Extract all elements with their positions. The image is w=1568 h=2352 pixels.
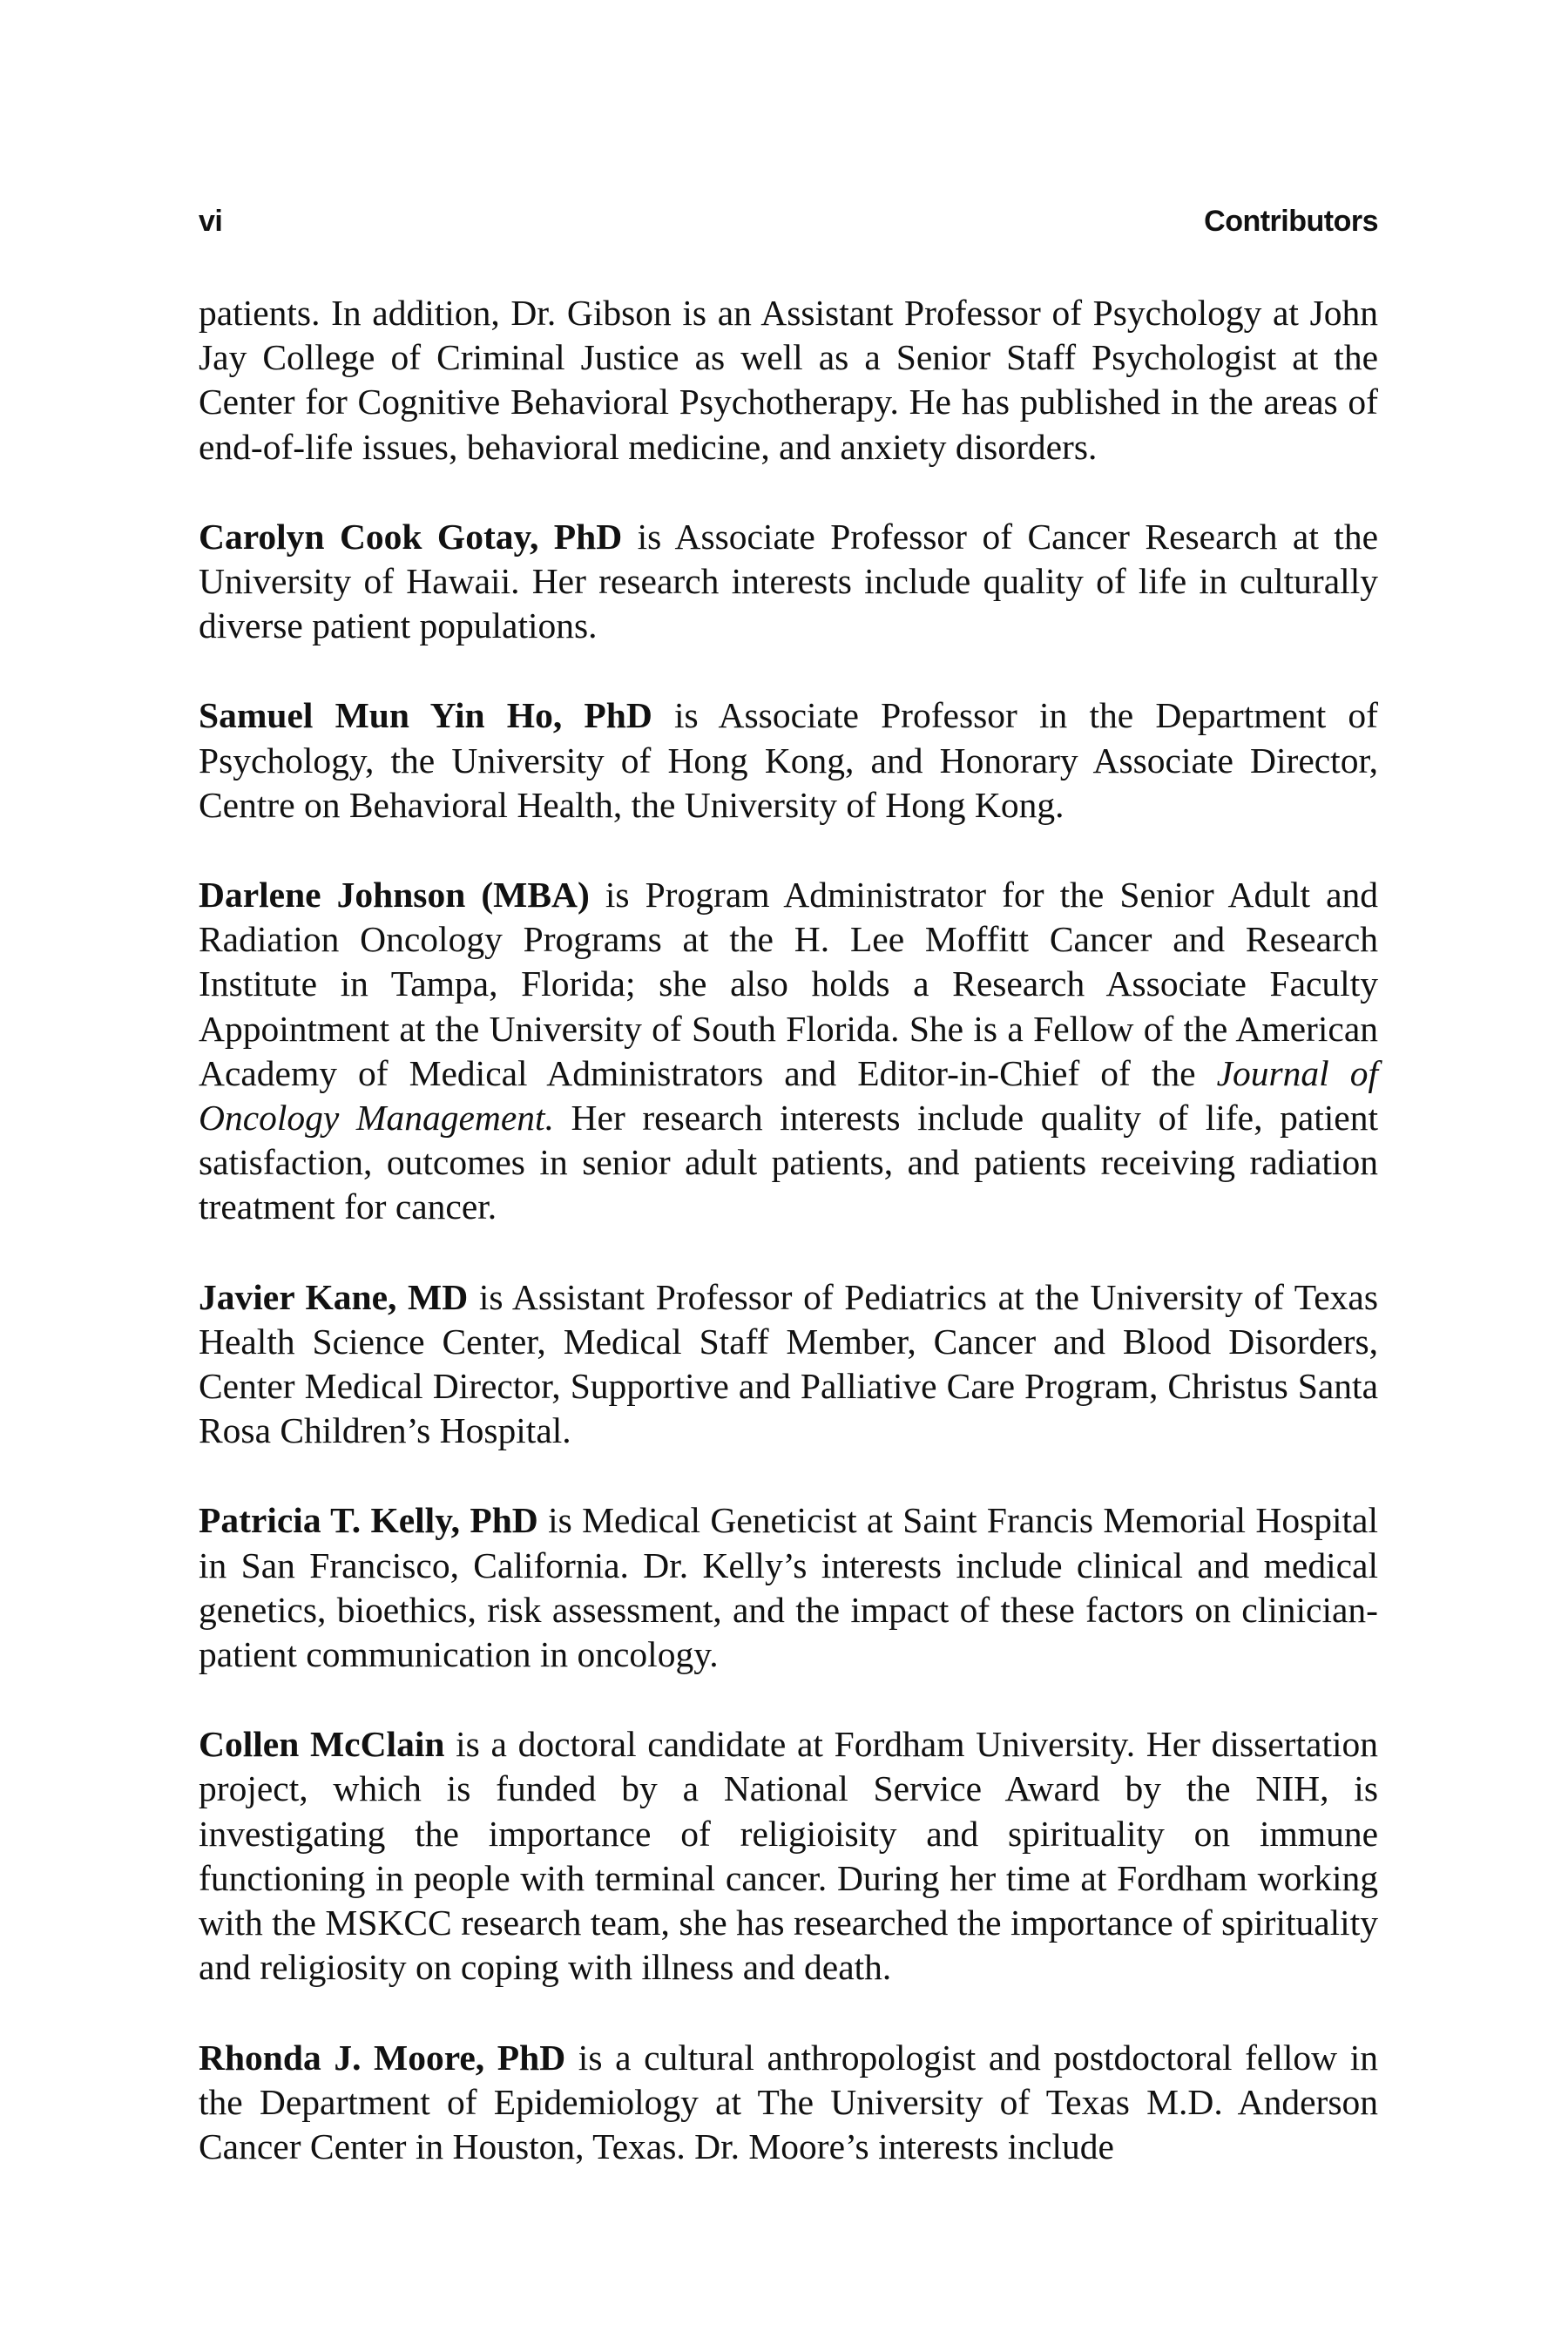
- section-title: Contributors: [1204, 205, 1378, 238]
- entry-text: is a cultural anthropologist and postdoctoral fellow in the Department of Epidemiology at The University of Texas M.D. Anderson Cancer Center in Houston, Texas. Dr. Moore’s interests include: [199, 2037, 1378, 2166]
- contributor-name: Darlene Johnson: [199, 875, 466, 916]
- entry-text: is Assistant Professor of Pediatrics at the University of Texas Health Science Center, Medical Staff Member, Cancer and Blood Disorders, Center Medical Director, Supportive and Palliative Care Program, Christus Santa Rosa Children’s Hospital.: [199, 1276, 1378, 1451]
- contributor-entry: [199, 873, 1378, 1230]
- contributor-entry-continued: [199, 291, 1378, 470]
- entry-text: is Program Administrator for the Senior Adult and Radiation Oncology Programs at the H. Lee Moffitt Cancer and Research Institute in Tampa, Florida; she also holds a Research Associate Faculty Appointment at the University of South Florida. She is a Fellow of the American Academy of Medical Administrators and Editor-in-Chief of the: [199, 875, 1378, 1093]
- entry-text: is Medical Geneticist at Saint Francis Memorial Hospital in San Francisco, California. Dr. Kelly’s interests include clinical and medical genetics, bioethics, risk assessment, and the impact of these factors on clinician-patient communication in oncology.: [199, 1500, 1379, 1675]
- contributor-name: Carolyn Cook Gotay, PhD: [199, 516, 623, 557]
- running-head: [199, 200, 1378, 242]
- contributor-entry: [199, 1722, 1378, 1990]
- contributor-entry: [199, 693, 1378, 828]
- page: [199, 200, 1378, 2169]
- entry-text: is Associate Professor in the Department of Psychology, the University of Hong Kong, and Honorary Associate Director, Centre on Behavioral Health, the University of Hong Kong.: [199, 695, 1378, 825]
- contributor-name: Samuel Mun Yin Ho, PhD: [199, 695, 652, 736]
- entry-text: is a doctoral candidate at Fordham University. Her dissertation project, which is funded by a National Service Award by the NIH, is investigating the importance of religioisity and spirituality on immune functioning in people with terminal cancer. During her time at Fordham working with the MSKCC research team, she has researched the importance of spirituality and religiosity on coping with illness and death.: [199, 1724, 1378, 1988]
- contributors-list: [199, 291, 1378, 2169]
- contributor-entry: [199, 515, 1378, 649]
- contributor-name: Javier Kane, MD: [199, 1276, 469, 1317]
- contributor-name: Rhonda J. Moore, PhD: [199, 2037, 566, 2078]
- contributor-entry: [199, 1498, 1378, 1677]
- contributor-name: Collen McClain: [199, 1724, 445, 1765]
- entry-text-continued: Her research interests include quality of life, patient satisfaction, outcomes in senior adult patients, and patients receiving radiation treatment for cancer.: [199, 1098, 1379, 1227]
- contributor-entry: [199, 1275, 1378, 1454]
- page-number: vi: [199, 205, 223, 238]
- contributor-degree: (MBA): [465, 875, 590, 916]
- entry-text: is Associate Professor of Cancer Research at the University of Hawaii. Her research interests include quality of life in culturally diverse patient populations.: [199, 516, 1378, 646]
- journal-title: Journal of Oncology Management.: [199, 1052, 1378, 1139]
- contributor-name: Patricia T. Kelly, PhD: [199, 1500, 538, 1541]
- entry-text: patients. In addition, Dr. Gibson is an Assistant Professor of Psychology at John Jay College of Criminal Justice as well as a Senior Staff Psychologist at the Center for Cognitive Behavioral Psychotherapy. He has published in the areas of end-of-life issues, behavioral medicine, and anxiety disorders.: [199, 293, 1378, 467]
- contributor-entry: [199, 2036, 1378, 2170]
